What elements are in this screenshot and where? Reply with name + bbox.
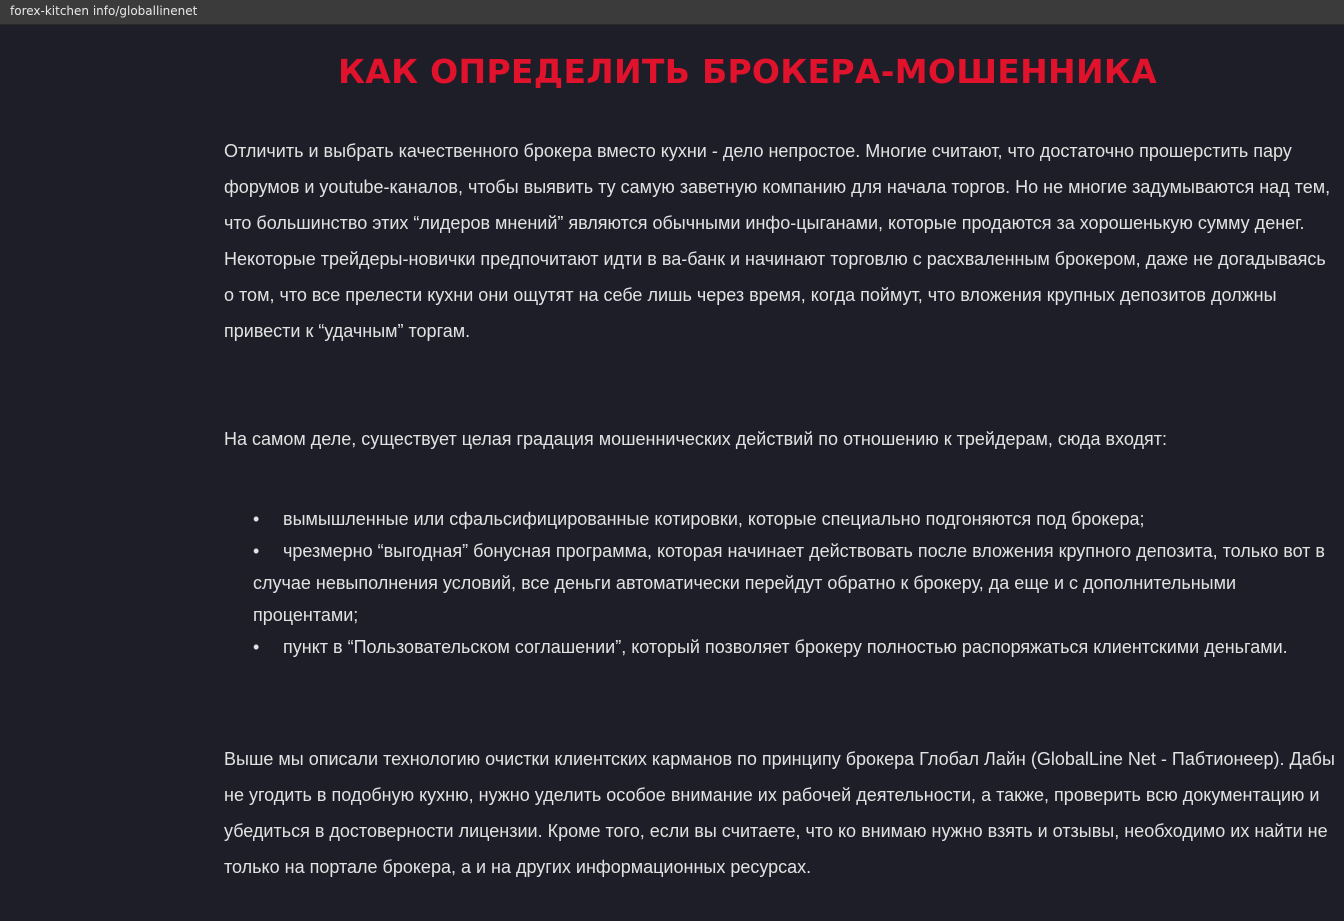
- address-bar[interactable]: [0, 0, 1344, 25]
- fraud-types-list: [253, 503, 1333, 663]
- list-item: [253, 631, 1333, 663]
- list-item-text: вымышленные или сфальсифицированные котировки, которые специально подгоняются под брокера;: [283, 509, 1145, 529]
- bullet-icon: •: [253, 541, 260, 561]
- bullet-icon: •: [253, 509, 260, 529]
- url-text[interactable]: forex-kitchen info/globallinenet: [10, 4, 198, 18]
- conclusion-paragraph: Выше мы описали технологию очистки клиентских карманов по принципу брокера Глобал Лайн (GlobalLine Net - Пабтионеер). Дабы не угодить в подобную кухню, нужно уделить особое внимание их рабочей деятельности, а также, проверить всю документацию и убедиться в достоверности лицензии. Кроме того, если вы считаете, что ко внимаю нужно взять и отзывы, необходимо их найти не только на портале брокера, а и на других информационных ресурсах.: [224, 749, 1335, 877]
- bullet-icon: •: [253, 637, 260, 657]
- list-item: [253, 503, 1333, 535]
- fraud-types-intro: На самом деле, существует целая градация мошеннических действий по отношению к трейдерам, сюда входят:: [224, 429, 1167, 449]
- page-title: КАК ОПРЕДЕЛИТЬ БРОКЕРА-МОШЕННИКА: [338, 52, 1157, 91]
- list-item: [253, 535, 1333, 631]
- list-item-text: чрезмерно “выгодная” бонусная программа, которая начинает действовать после вложения крупного депозита, только вот в случае невыполнения условий, все деньги автоматически перейдут обратно к брокеру, да еще и с дополнительными процентами;: [253, 541, 1325, 625]
- list-item-text: пункт в “Пользовательском соглашении”, который позволяет брокеру полностью распоряжаться клиентскими деньгами.: [283, 637, 1288, 657]
- intro-paragraph: Отличить и выбрать качественного брокера вместо кухни - дело непростое. Многие считают, что достаточно прошерстить пару форумов и youtube-каналов, чтобы выявить ту самую заветную компанию для начала торгов. Но не многие задумываются над тем, что большинство этих “лидеров мнений” являются обычными инфо-цыганами, которые продаются за хорошенькую сумму денег. Некоторые трейдеры-новички предпочитают идти в ва-банк и начинают торговлю с расхваленным брокером, даже не догадываясь о том, что все прелести кухни они ощутят на себе лишь через время, когда поймут, что вложения крупных депозитов должны привести к “удачным” торгам.: [224, 141, 1331, 341]
